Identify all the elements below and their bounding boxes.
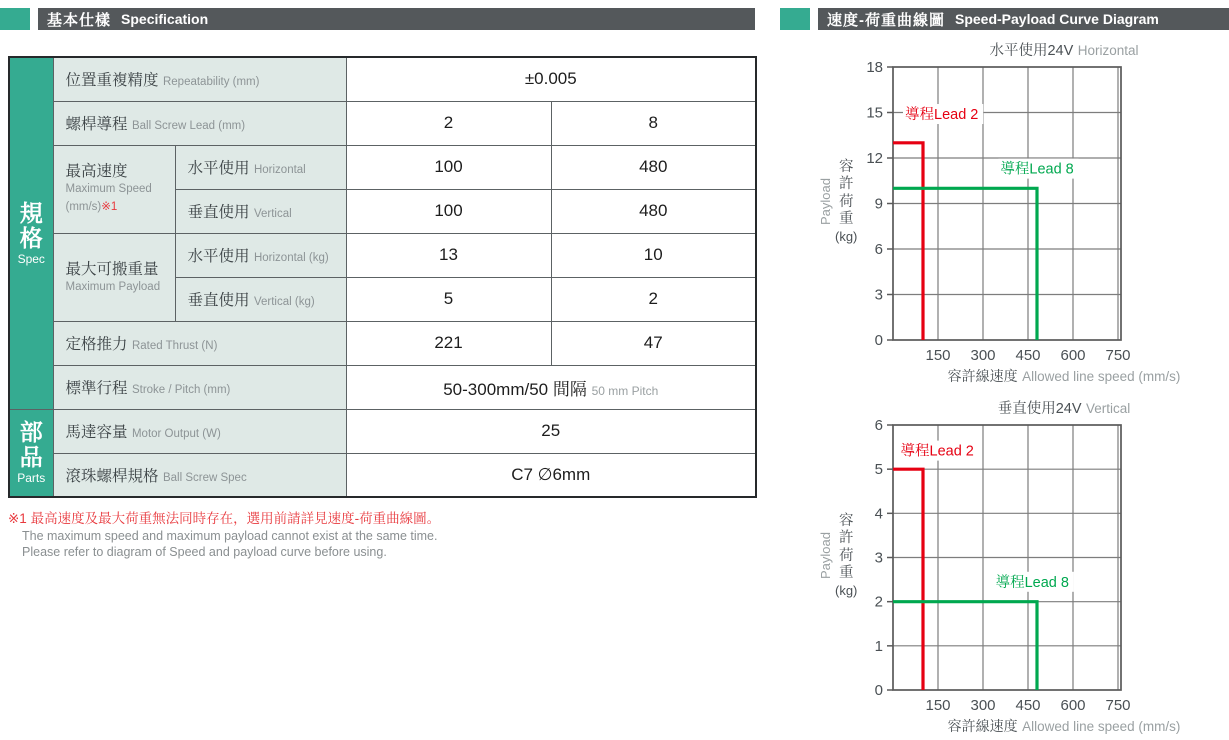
speed-payload-header (780, 8, 1229, 30)
row-label-max-speed: 最高速度 Maximum Speed (mm/s)※1 (53, 145, 175, 233)
section-title-en: Specification (121, 11, 209, 27)
sublabel-max-payload-horizontal: 水平使用 Horizontal (kg) (175, 233, 346, 277)
svg-text:450: 450 (1015, 347, 1041, 364)
section-label-en: Parts (17, 471, 46, 486)
sublabel-max-speed-horizontal: 水平使用 Horizontal (175, 145, 346, 189)
footnote-cjk: ※1 最高速度及最大荷重無法同時存在，選用前請詳見速度-荷重曲線圖。 (8, 511, 441, 526)
section-label-cjk: 規格 (19, 199, 43, 251)
section-label-en: Spec (17, 251, 45, 266)
section-label-parts (9, 409, 53, 497)
row-label-motor-output: 馬達容量 Motor Output (W) (53, 409, 346, 453)
row-label-rated-thrust: 定格推力 Rated Thrust (N) (53, 321, 346, 365)
svg-text:300: 300 (970, 697, 996, 714)
sublabel-max-speed-vertical: 垂直使用 Vertical (175, 189, 346, 233)
y-axis-label: Payload 容許荷重 (kg) (818, 513, 858, 598)
footnote-en-line2: Please refer to diagram of Speed and payload curve before using. (22, 544, 387, 559)
value-max-payload-v-lead2: 5 (346, 277, 551, 321)
svg-text:導程Lead 2: 導程Lead 2 (900, 443, 975, 460)
value-lead-8: 8 (551, 101, 756, 145)
vertical-speed-payload-chart (818, 397, 1218, 738)
value-rated-thrust-lead8: 47 (551, 321, 756, 365)
section-label-cjk: 部品 (19, 419, 43, 471)
table-row (9, 365, 756, 409)
svg-text:1: 1 (875, 637, 884, 655)
chart-title: 垂直使用24V Vertical (997, 401, 1131, 417)
table-row (9, 101, 756, 145)
speed-payload-section (780, 0, 1229, 738)
value-max-speed-h-lead2: 100 (346, 145, 551, 189)
sublabel-max-payload-vertical: 垂直使用 Vertical (kg) (175, 277, 346, 321)
table-row (9, 233, 756, 277)
svg-text:9: 9 (875, 195, 884, 213)
svg-text:0: 0 (875, 682, 884, 699)
value-ball-screw-spec: C7 ∅6mm (346, 453, 756, 497)
svg-text:600: 600 (1060, 347, 1086, 364)
value-stroke: 50-300mm/50 間隔 50 mm Pitch (346, 365, 756, 409)
svg-text:18: 18 (866, 59, 884, 76)
svg-text:600: 600 (1060, 697, 1086, 714)
x-axis-label: 容許線速度 Allowed line speed (mm/s) (947, 368, 1181, 384)
svg-text:導程Lead 2: 導程Lead 2 (905, 107, 979, 124)
row-label-repeatability: 位置重複精度 Repeatability (mm) (53, 57, 346, 101)
header-bar (38, 8, 755, 30)
svg-text:750: 750 (1105, 347, 1131, 364)
section-title-cjk: 速度-荷重曲線圖 (827, 11, 945, 29)
table-row (9, 453, 756, 497)
svg-text:3: 3 (875, 286, 884, 304)
value-max-payload-h-lead2: 13 (346, 233, 551, 277)
chart-canvas (857, 417, 1135, 720)
footnote-mark: ※1 (101, 200, 118, 213)
svg-text:0: 0 (875, 332, 884, 349)
specification-section (0, 0, 762, 560)
table-row (9, 321, 756, 365)
svg-text:2: 2 (875, 593, 884, 611)
svg-text:6: 6 (875, 241, 884, 258)
header-accent-square (780, 8, 810, 30)
specification-header (0, 8, 755, 30)
value-motor-output: 25 (346, 409, 756, 453)
value-repeatability: ±0.005 (346, 57, 756, 101)
svg-text:750: 750 (1105, 697, 1131, 714)
x-axis-label: 容許線速度 Allowed line speed (mm/s) (947, 718, 1181, 734)
svg-text:150: 150 (925, 347, 951, 364)
header-accent-square (0, 8, 30, 30)
chart-canvas (857, 59, 1135, 370)
svg-text:3: 3 (875, 549, 884, 567)
section-title-en: Speed-Payload Curve Diagram (955, 11, 1159, 27)
section-title-cjk: 基本仕樣 (47, 11, 112, 29)
y-axis-label: Payload 容許荷重 (kg) (818, 159, 858, 244)
value-max-speed-v-lead8: 480 (551, 189, 756, 233)
row-label-max-payload: 最大可搬重量 Maximum Payload (53, 233, 175, 321)
svg-text:15: 15 (866, 104, 884, 122)
section-label-spec (9, 57, 53, 409)
svg-text:300: 300 (970, 347, 996, 364)
chart-title: 水平使用24V Horizontal (989, 43, 1139, 59)
value-max-speed-v-lead2: 100 (346, 189, 551, 233)
footnote (8, 510, 762, 560)
spec-table (8, 56, 757, 498)
row-label-stroke: 標準行程 Stroke / Pitch (mm) (53, 365, 346, 409)
svg-text:6: 6 (875, 417, 884, 434)
table-row (9, 57, 756, 101)
value-max-payload-h-lead8: 10 (551, 233, 756, 277)
footnote-en-line1: The maximum speed and maximum payload cannot exist at the same time. (22, 528, 438, 543)
horizontal-speed-payload-chart (818, 39, 1218, 388)
value-lead-2: 2 (346, 101, 551, 145)
svg-text:4: 4 (875, 505, 884, 523)
value-max-speed-h-lead8: 480 (551, 145, 756, 189)
svg-text:450: 450 (1015, 697, 1041, 714)
svg-text:5: 5 (875, 461, 884, 479)
header-bar (818, 8, 1229, 30)
svg-text:導程Lead 8: 導程Lead 8 (995, 574, 1070, 591)
table-row (9, 409, 756, 453)
value-max-payload-v-lead8: 2 (551, 277, 756, 321)
value-rated-thrust-lead2: 221 (346, 321, 551, 365)
row-label-ball-screw-lead: 螺桿導程 Ball Screw Lead (mm) (53, 101, 346, 145)
svg-text:導程Lead 8: 導程Lead 8 (1000, 161, 1075, 178)
svg-text:150: 150 (925, 697, 951, 714)
svg-text:12: 12 (866, 150, 884, 167)
row-label-ball-screw-spec: 滾珠螺桿規格 Ball Screw Spec (53, 453, 346, 497)
table-row (9, 145, 756, 189)
